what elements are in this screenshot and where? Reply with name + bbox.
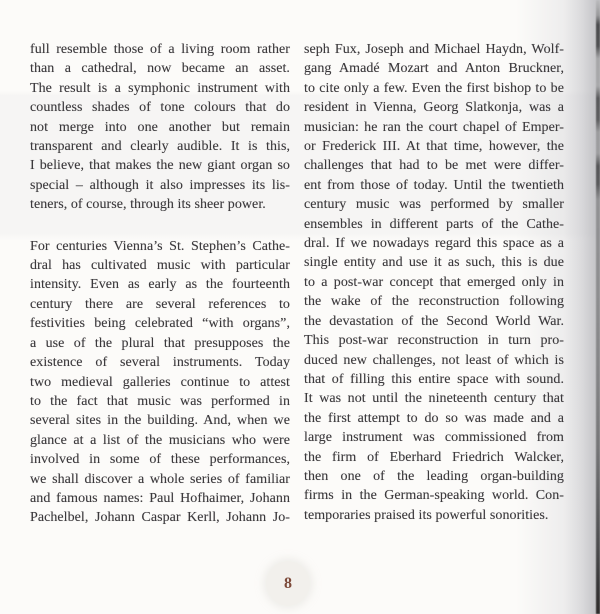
text-column-left	[30, 40, 290, 528]
text-line: to a post-war concept that emerged only in	[304, 274, 564, 290]
scan-edge-strip	[596, 0, 600, 614]
text-line: or Frederick III. At that time, however, the	[304, 139, 564, 155]
text-line: dral. If we nowadays regard this space as a	[304, 236, 564, 252]
text-line: the firm of Eberhard Friedrich Walcker,	[304, 449, 564, 465]
text-line: century music was performed by smaller	[304, 197, 564, 213]
text-line: challenges that had to be met were differ-	[304, 158, 564, 174]
text-line: that of filling this entire space with sound.	[304, 371, 564, 387]
text-line: teners, of course, through its sheer power.	[30, 197, 266, 213]
text-line: I believe, that makes the new giant organ so	[30, 158, 290, 174]
text-line: It was not until the nineteenth century that	[304, 391, 564, 407]
text-line: festivities being celebrated “with organs”,	[30, 316, 290, 332]
page-number-badge	[267, 562, 309, 605]
text-line: than a cathedral, now became an asset.	[30, 61, 290, 77]
text-line: Pachelbel, Johann Caspar Kerll, Johann Jo-	[30, 510, 290, 526]
text-line: dral has cultivated music with particular	[30, 258, 290, 274]
text-line: For centuries Vienna’s St. Stephen’s Cathe-	[30, 238, 290, 254]
page-edge-shadow	[564, 0, 600, 614]
text-line: transparent and clearly audible. It is this,	[30, 139, 290, 155]
text-line: and famous names: Paul Hofhaimer, Johann	[30, 490, 290, 506]
text-line: two medieval galleries continue to attest	[30, 374, 290, 390]
text-line: resident in Vienna, Georg Slatkonja, was a	[304, 100, 564, 116]
text-line: we shall discover a whole series of familiar	[30, 471, 290, 487]
text-line: to cite only a few. Even the first bishop to be	[304, 80, 564, 96]
page-number: 8	[284, 574, 292, 592]
text-line: intensity. Even as early as the fourteenth	[30, 277, 290, 293]
text-line: full resemble those of a living room rather	[30, 42, 290, 57]
text-line: duced new challenges, not least of which is	[304, 352, 564, 368]
text-line: This post-war reconstruction in turn pro-	[304, 333, 564, 349]
text-line: glance at a list of the musicians who were	[30, 432, 290, 448]
paragraph	[30, 40, 290, 215]
paragraph	[30, 237, 290, 528]
text-line: firms in the German-speaking world. Con-	[304, 488, 564, 504]
text-line: several sites in the building. And, when we	[30, 413, 290, 429]
text-line: ensembles in different parts of the Cathe-	[304, 216, 564, 232]
text-columns	[30, 40, 564, 528]
text-line: the wake of the reconstruction following	[304, 294, 564, 310]
text-line: a use of the plural that presupposes the	[30, 335, 290, 351]
text-line: musician: he ran the court chapel of Emper-	[304, 119, 564, 135]
text-line: century there are several references to	[30, 296, 290, 312]
text-line: the first attempt to do so was made and a	[304, 410, 564, 426]
text-line: not merge into one another but remain	[30, 119, 290, 135]
text-line: seph Fux, Joseph and Michael Haydn, Wolf-	[304, 42, 564, 57]
text-line: large instrument was commissioned from	[304, 430, 564, 446]
text-line: to the fact that music was performed in	[30, 393, 290, 409]
text-line: gang Amadé Mozart and Anton Bruckner,	[304, 61, 564, 77]
text-line: special – although it also impresses its lis-	[30, 177, 290, 193]
text-line: involved in some of these performances,	[30, 452, 290, 468]
paragraph	[304, 40, 564, 525]
text-line: The result is a symphonic instrument with	[30, 80, 290, 96]
text-line: then one of the leading organ-building	[304, 468, 564, 484]
text-line: single entity and use it as such, this is due	[304, 255, 564, 271]
text-line: countless shades of tone colours that do	[30, 100, 290, 116]
text-line: the devastation of the Second World War.	[304, 313, 564, 329]
text-line: ent from those of today. Until the twentieth	[304, 177, 564, 193]
text-line: existence of several instruments. Today	[30, 355, 290, 371]
text-line: temporaries praised its powerful sonorities.	[304, 507, 549, 523]
text-column-right	[304, 40, 564, 528]
